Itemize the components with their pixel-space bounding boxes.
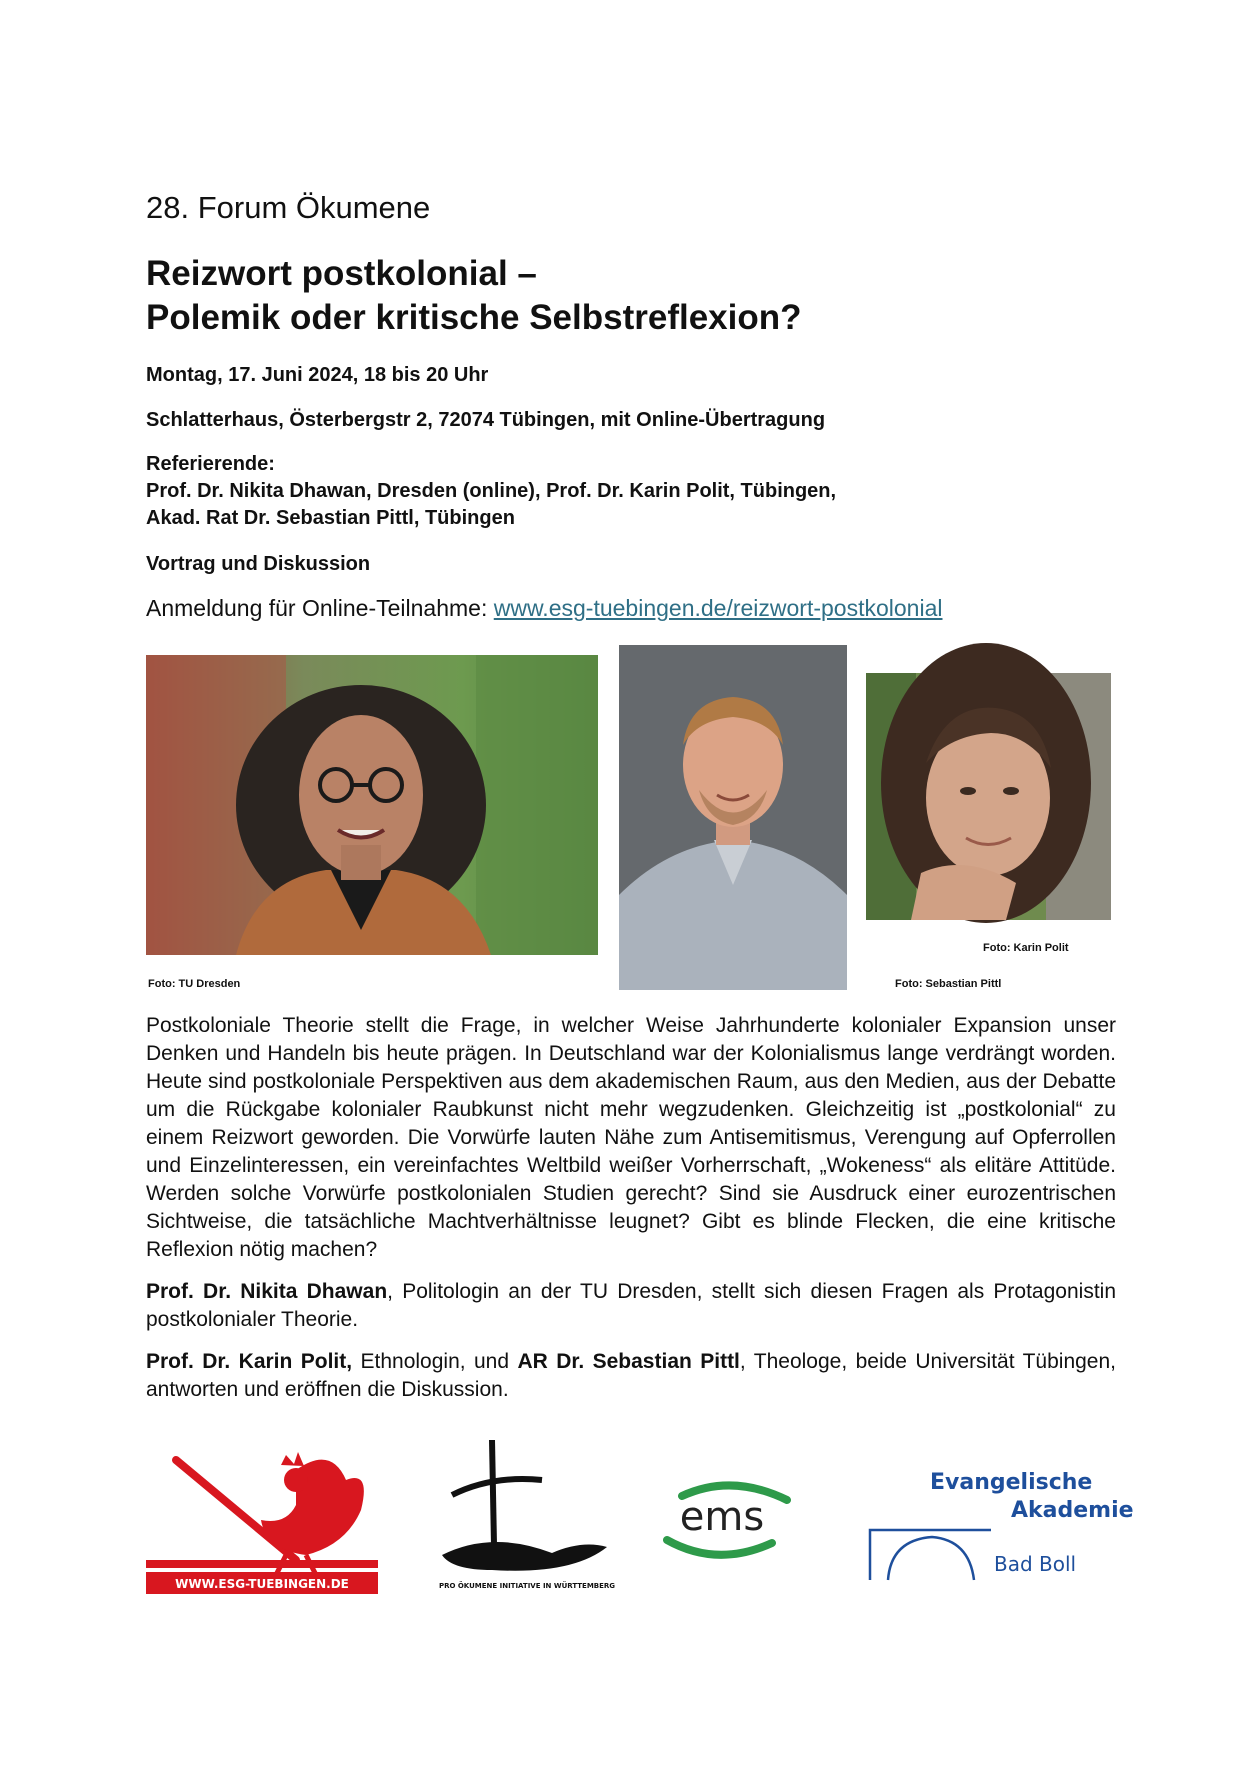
- registration-link[interactable]: www.esg-tuebingen.de/reizwort-postkolonial: [493, 595, 943, 621]
- credit-dhawan: Foto: TU Dresden: [148, 978, 241, 990]
- speakers-line-2: Akad. Rat Dr. Sebastian Pittl, Tübingen: [146, 507, 515, 529]
- cross-boat-icon: [432, 1435, 622, 1595]
- speakers-block: [146, 451, 836, 532]
- speaker-desc-pittl: , Theologe, beide Universität Tübingen, antworten und eröffnen die Diskussion.: [146, 1350, 1117, 1401]
- portrait-pittl: [619, 645, 847, 990]
- speaker-name-polit: Prof. Dr. Karin Polit,: [146, 1350, 353, 1373]
- esg-rooster-icon: [146, 1450, 378, 1600]
- akademie-arc-icon: [866, 1462, 1116, 1587]
- portrait-dhawan: [146, 655, 598, 955]
- description: [146, 1012, 1116, 1404]
- event-location: Schlatterhaus, Österbergstr 2, 72074 Tübingen, mit Online-Übertragung: [146, 409, 826, 431]
- speaker-desc-polit: Ethnologin, und: [352, 1350, 518, 1373]
- photo-pittl: [619, 645, 847, 990]
- akademie-line-1: Evangelische: [930, 1470, 1093, 1495]
- pro-oekumene-text: PRO ÖKUMENE INITIATIVE IN WÜRTTEMBERG: [438, 1582, 616, 1590]
- description-paragraph-3: [146, 1348, 1116, 1404]
- speaker-desc-dhawan: , Politologin an der TU Dresden, stellt sich diesen Fragen als Protagonistin postkolonialer Theorie.: [146, 1280, 1116, 1331]
- credit-polit: Foto: Karin Polit: [983, 942, 1069, 954]
- event-date: Montag, 17. Juni 2024, 18 bis 20 Uhr: [146, 364, 489, 386]
- portrait-polit: [866, 673, 1111, 920]
- description-paragraph-1: Postkoloniale Theorie stellt die Frage, in welcher Weise Jahrhunderte kolonialer Expansion unser Denken und Handeln bis heute prägen. In Deutschland war der Kolonialismus lange verdrängt worden. Heute sind postkoloniale Perspektiven aus dem akademischen Raum, aus den Medien, aus der Debatte um die Rückgabe kolonialer Raubkunst nicht mehr wegzudenken. Gleichzeitig ist „postkolonial“ zu einem Reizwort geworden. Die Vorwürfe lauten Nähe zum Antisemitismus, Verengung auf Opferrollen und Einzelinteressen, ein vereinfachtes Weltbild weißer Vorherrschaft, „Wokeness“ als elitäre Attitüde. Werden solche Vorwürfe postkolonialen Studien gerecht? Sind sie Ausdruck einer eurozentrischen Sichtweise, die tatsächliche Machtverhältnisse leugnet? Gibt es blinde Flecken, die eine kritische Reflexion nötig machen?: [146, 1014, 1116, 1261]
- akademie-line-2: Akademie: [1011, 1498, 1134, 1523]
- speaker-name-dhawan: Prof. Dr. Nikita Dhawan: [146, 1280, 388, 1303]
- esg-logo: [146, 1450, 378, 1600]
- title-line-1: Reizwort postkolonial –: [146, 254, 537, 293]
- description-paragraph-2: [146, 1278, 1116, 1334]
- speaker-name-pittl: AR Dr. Sebastian Pittl: [517, 1350, 740, 1373]
- photo-polit: [866, 673, 1111, 920]
- registration-line: [146, 595, 943, 622]
- event-series: 28. Forum Ökumene: [146, 190, 431, 225]
- ems-swoosh-icon: [662, 1478, 792, 1563]
- photo-dhawan: [146, 655, 598, 955]
- ems-logo: [662, 1478, 792, 1563]
- registration-label: Anmeldung für Online-Teilnahme:: [146, 595, 494, 621]
- esg-logo-text: WWW.ESG-TUEBINGEN.DE: [175, 1577, 349, 1591]
- pro-oekumene-logo: [432, 1435, 622, 1595]
- speakers-line-1: Prof. Dr. Nikita Dhawan, Dresden (online), Prof. Dr. Karin Polit, Tübingen,: [146, 480, 837, 502]
- event-format: Vortrag und Diskussion: [146, 553, 371, 575]
- event-title: [146, 252, 802, 340]
- akademie-line-3: Bad Boll: [994, 1552, 1077, 1576]
- credit-pittl: Foto: Sebastian Pittl: [895, 978, 1002, 990]
- ems-text: ems: [679, 1494, 765, 1540]
- speakers-label: Referierende:: [146, 453, 275, 475]
- title-line-2: Polemik oder kritische Selbstreflexion?: [146, 298, 802, 337]
- evangelische-akademie-logo: [866, 1462, 1134, 1587]
